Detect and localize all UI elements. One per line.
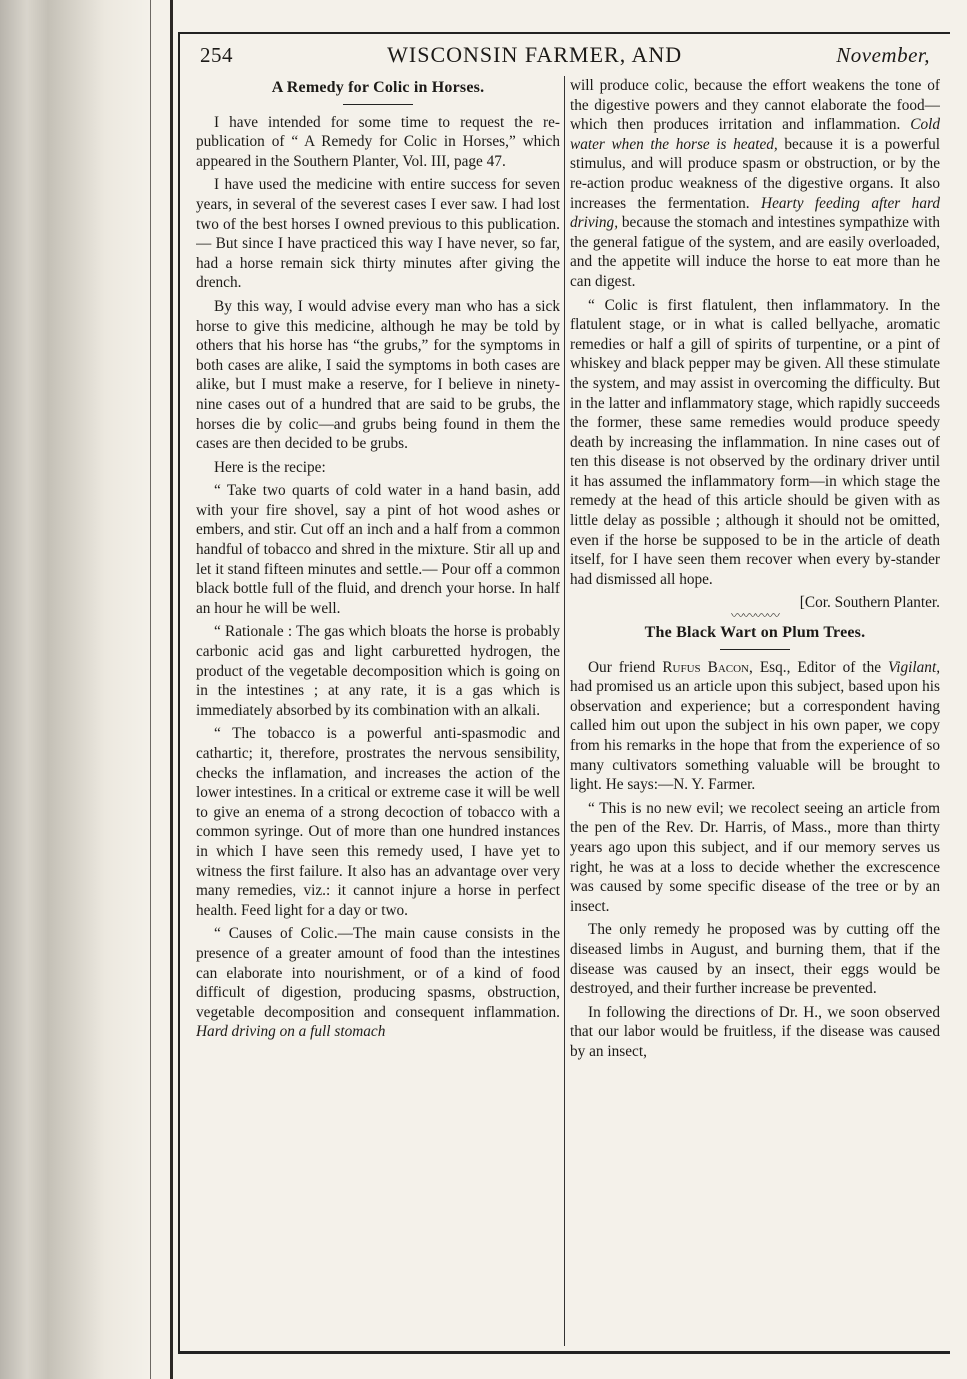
paragraph: In following the directions of Dr. H., we soon observed that our labor would be fruitless, if the disease was caused by an insect,	[570, 1003, 940, 1060]
issue-month: November,	[836, 42, 930, 67]
page-number: 254	[200, 42, 233, 67]
article-title-plum: The Black Wart on Plum Trees.	[644, 624, 866, 642]
paragraph: Here is the recipe:	[214, 458, 326, 476]
paragraph: “ Rationale : The gas which bloats the horse is probably carbonic acid gas and light carburetted hydrogen, the product of the vegetable decomposition which is going on in the intestines ; at any rate, it is a gas which is immediately absorbed by its combination with an alkali.	[196, 623, 560, 719]
title-rule	[343, 104, 413, 105]
paragraph-continued	[570, 76, 940, 292]
paragraph: The only remedy he proposed was by cutting off the diseased limbs in August, and burning them, that if the disease was caused by an insect, their eggs would be destroyed, and their further increase be prevented.	[570, 921, 940, 998]
paragraph: I have intended for some time to request the re-publication of “ A Remedy for Colic in Horses,” which appeared in the Southern Planter, Vol. III, page 47.	[196, 113, 560, 170]
wavy-rule: 〰〰〰〰	[730, 608, 779, 624]
right-column	[570, 76, 940, 1346]
paragraph	[570, 658, 940, 795]
text-run: had promised us an article upon this subject, based upon his observation and experience; but a correspondent having called him out upon the subject in his own paper, we copy from his remarks in the hope that from the experience of so many cultivators something valuable will be brought to light. He says:—N. Y. Farmer.	[570, 678, 940, 794]
paragraph: I have used the medicine with entire success for seven years, in several of the severest cases I ever saw. I had lost two of the best horses I owned previous to this publication.— But since I have practiced this way I have never, so far, had a horse remain sick thirty minutes after giving the drench.	[196, 176, 560, 292]
bottom-rule	[178, 1351, 950, 1354]
left-rule	[178, 32, 180, 1354]
italic-run: Cold water when the horse is heated,	[570, 116, 940, 153]
italic-run: Vigilant,	[888, 658, 940, 676]
italic-run: Hard driving on a full stomach	[196, 1023, 386, 1041]
paragraph: By this way, I would advise every man who has a sick horse to give this medicine, although he may be told by others that his horse has “the grubs,” for the symptoms in both cases are alike, I said the symptoms in both cases are alike, but I must make a reserve, for I believe in ninety-nine cases out of a hundred that are said to be grubs, the horses die by colic—and grubs being found in them the cases are then decided to be grubs.	[196, 297, 560, 453]
page-edge-line	[170, 0, 173, 1379]
name-run: Rufus Bacon,	[662, 658, 753, 676]
left-column	[196, 76, 560, 1346]
text-run: Esq., Editor of the	[759, 658, 882, 676]
newspaper-page	[178, 32, 950, 1354]
paragraph: “ Take two quarts of cold water in a hand basin, add with your fire shovel, say a pint of hot wood ashes or embers, and stir. Cut off an inch and a half from a common handful of tobacco and shred in the mixture. Stir all up and let it stand fifteen minutes and settle.— Pour off a common black bottle full of the fluid, and drench your horse. In half an hour he will be well.	[196, 482, 560, 617]
text-run: Our friend	[588, 658, 656, 676]
book-binding-edge	[0, 0, 150, 1379]
text-run: because it is a powerful stimulus, and will produce spasm or obstruction, or by the re-action produc weakness of the digestive organs. It also increases the fermentation.	[570, 135, 940, 212]
gutter-line	[150, 0, 151, 1379]
paragraph-causes	[196, 924, 560, 1042]
text-run: “ Causes of Colic.—The main cause consists in the presence of a greater amount of food than the intestines can elaborate into nourishment, or of a kind of food difficult of digestion, producing spasms, obstruction, vegetable decomposition and consequent inflammation.	[196, 925, 560, 1021]
attribution: [Cor. Southern Planter.	[799, 594, 940, 612]
paragraph: “ Colic is first flatulent, then inflammatory. In the flatulent stage, or in what is called bellyache, aromatic remedies or half a gill of spirits of turpentine, or a pint of whiskey and black pepper may be given. All these stimulate the system, and may assist in overcoming the difficulty. But in the latter and inflammatory stage, which rapidly succeeds the former, these same remedies would produce speedy death by increasing the inflammation. In nine cases out of ten this disease is not observed by the ordinary driver until it has assumed the inflammatory form—in which stage the remedy at the head of this article should be given with as little delay as possible ; although it should not be omitted, even if the horse be supposed to be in the article of death itself, for I have seen them recover when every by-stander had dismissed all hope.	[570, 296, 940, 588]
top-rule	[178, 32, 950, 34]
masthead: WISCONSIN FARMER, AND	[387, 42, 683, 67]
italic-run: Hearty feeding after hard driving,	[570, 194, 940, 232]
paragraph: “ This is no new evil; we recolect seeing an article from the pen of the Rev. Dr. Harris, of Mass., more than thirty years ago upon this subject, and if our memory serves us right, he was at a loss to decide whether the excrescence was caused by some specific disease of the tree or by an insect.	[570, 799, 940, 915]
article-title-colic: A Remedy for Colic in Horses.	[271, 79, 485, 96]
page-header	[200, 38, 930, 72]
column-divider	[564, 76, 565, 1346]
title-rule	[720, 649, 790, 650]
text-run: because the stomach and intestines sympathize with the general fatigue of the system, and are easily overloaded, and the appetite will induce the horse to eat more than he can digest.	[570, 214, 940, 290]
paragraph: “ The tobacco is a powerful anti-spasmodic and cathartic; it, therefore, prostrates the nervous sensibility, checks the inflamation, and increases the action of the lower intestines. In a critical or extreme case it will be well to give an enema of a strong decoction of tobacco with a common syringe. Out of more than one hundred instances in which I have seen this remedy used, I have yet to witness the first failure. It also has an advantage over very many remedies, viz.: it cannot injure a horse in perfect health. Feed light for a day or two.	[196, 725, 560, 919]
text-run: will produce colic, because the effort weakens the tone of the digestive powers and they cannot elaborate the food—which then produces irritation and inflammation.	[570, 77, 940, 134]
